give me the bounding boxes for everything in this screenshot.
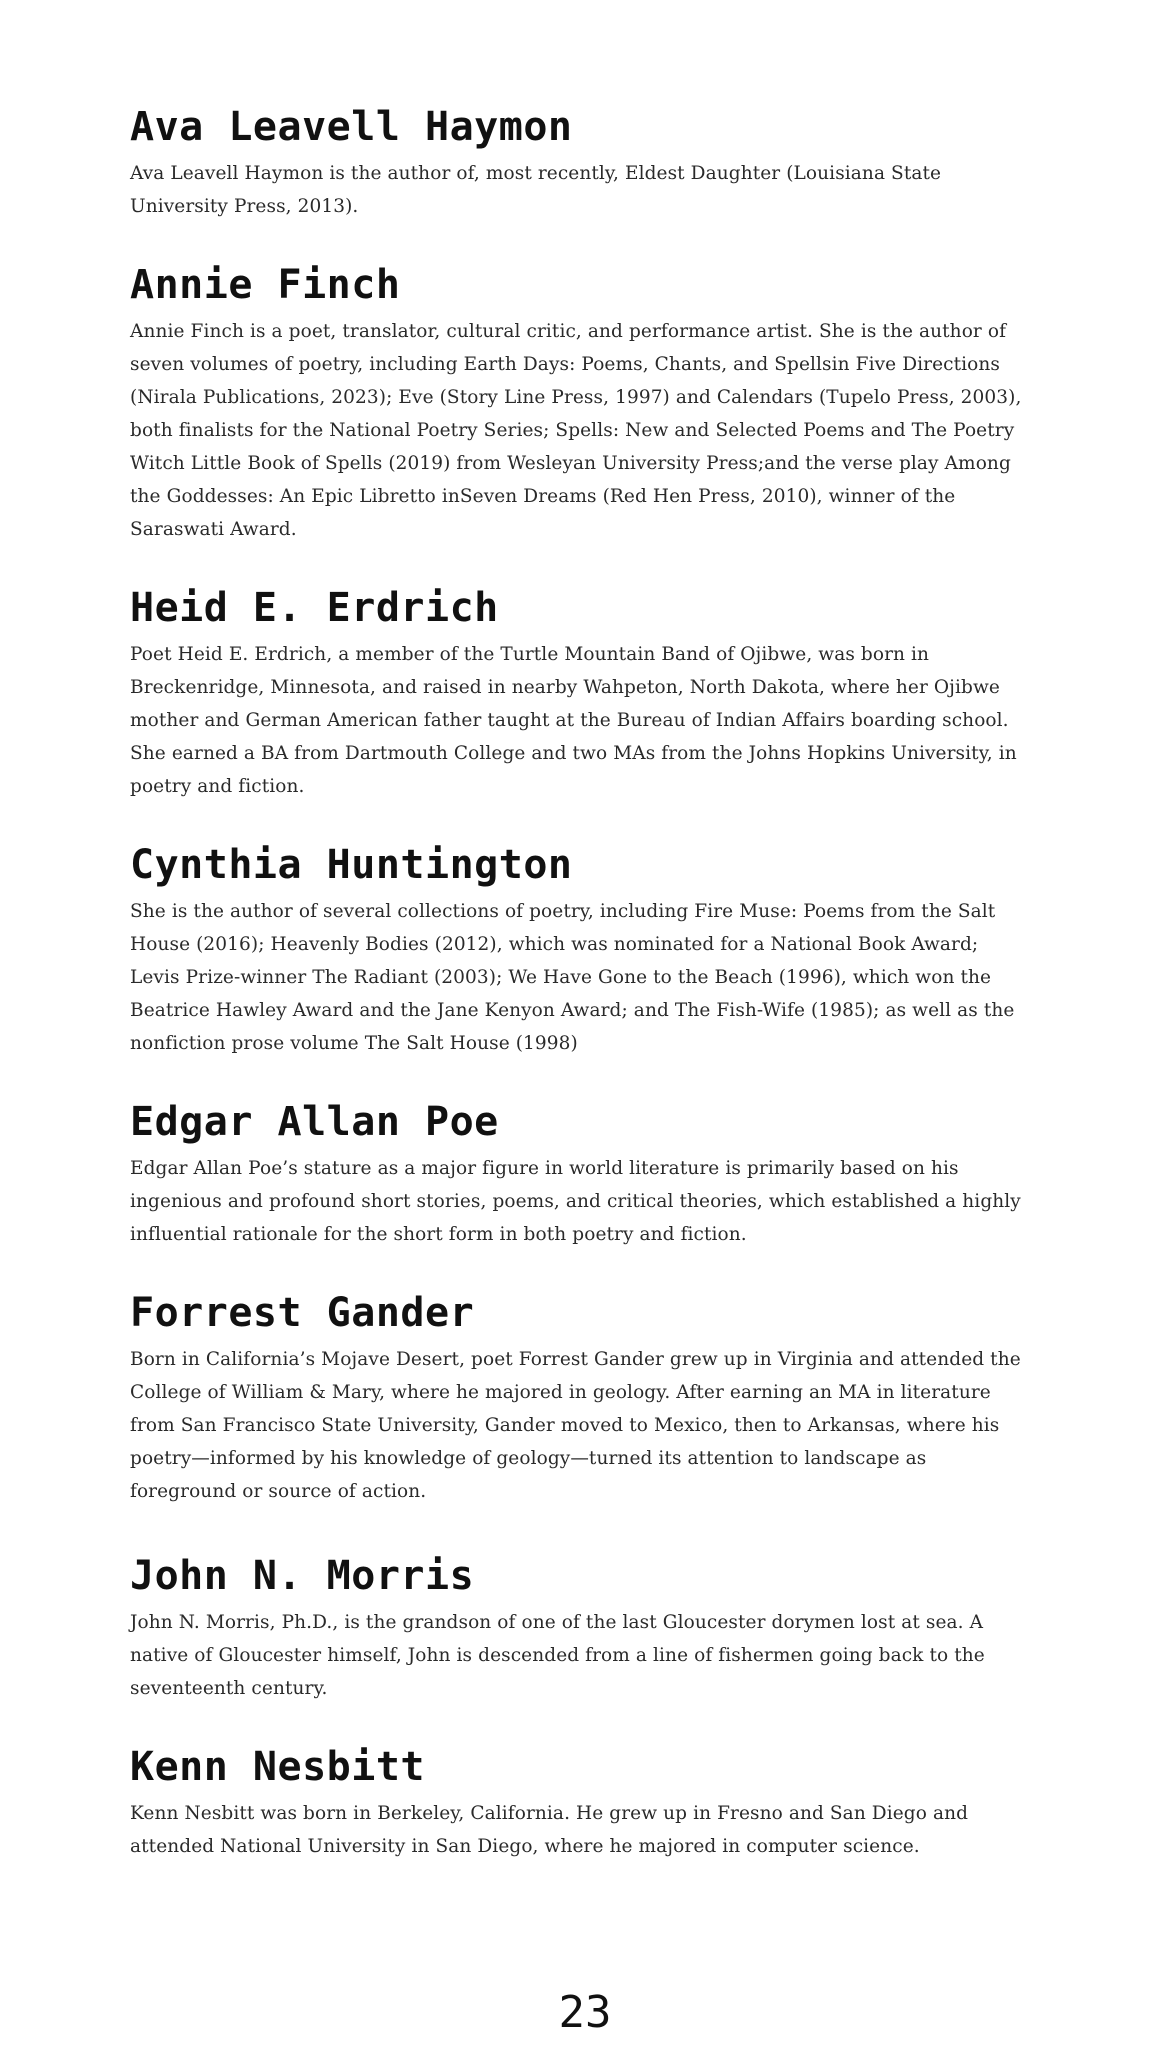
contributor-bio: Ava Leavell Haymon is the author of, most recently, Eldest Daughter (Louisiana State University Press, 2013). [130,163,942,217]
contributor-bio: She is the author of several collections of poetry, including Fire Muse: Poems from the Salt House (2016); Heavenly Bodies (2012), which was nominated for a National Book Award; Levis Prize-winner The Radiant (2003); We Have Gone to the Beach (1996), which won the Beatrice Hawley Award and the Jane Kenyon Award; and The Fish-Wife (1985); as well as the nonfiction prose volume The Salt House (1998) [130,901,1015,1054]
contributor-name: Edgar Allan Poe [130,1099,499,1145]
contributor-bio: Kenn Nesbitt was born in Berkeley, California. He grew up in Fresno and San Diego and attended National University in San Diego, where he majored in computer science. [130,1803,969,1857]
contributors-list [130,103,1030,1863]
contributor-entry-haymon [130,103,1030,223]
contributor-entry-nesbitt [130,1743,1030,1863]
contributor-name: Annie Finch [130,262,401,308]
contributor-name: Heid E. Erdrich [130,585,499,631]
contributor-entry-gander [130,1289,1030,1508]
contributor-entry-huntington [130,841,1030,1060]
contributor-name: Ava Leavell Haymon [130,104,573,150]
contributor-entry-morris [130,1552,1030,1705]
contributor-bio: John N. Morris, Ph.D., is the grandson of one of the last Gloucester dorymen lost at sea. A native of Gloucester himself, John is descended from a line of fishermen going back to the seventeenth century. [130,1612,985,1699]
contributor-bio: Poet Heid E. Erdrich, a member of the Turtle Mountain Band of Ojibwe, was born in Breckenridge, Minnesota, and raised in nearby Wahpeton, North Dakota, where her Ojibwe mother and German American father taught at the Bureau of Indian Affairs boarding school. She earned a BA from Dartmouth College and two MAs from the Johns Hopkins University, in poetry and fiction. [130,644,1017,797]
contributor-bio: Born in California’s Mojave Desert, poet Forrest Gander grew up in Virginia and attended the College of William & Mary, where he majored in geology. After earning an MA in literature from San Francisco State University, Gander moved to Mexico, then to Arkansas, where his poetry—informed by his knowledge of geology—turned its attention to landscape as foreground or source of action. [130,1349,1021,1502]
contributor-entry-finch [130,261,1030,546]
contributor-name: Forrest Gander [130,1290,475,1336]
contributor-bio: Annie Finch is a poet, translator, cultural critic, and performance artist. She is the author of seven volumes of poetry, including Earth Days: Poems, Chants, and Spellsin Five Directions (Nirala Publications, 2023); Eve (Story Line Press, 1997) and Calendars (Tupelo Press, 2003), both finalists for the National Poetry Series; Spells: New and Selected Poems and The Poetry Witch Little Book of Spells (2019) from Wesleyan University Press;and the verse play Among the Goddesses: An Epic Libretto inSeven Dreams (Red Hen Press, 2010), winner of the Saraswati Award. [130,321,1022,540]
contributor-name: Cynthia Huntington [130,842,573,888]
contributor-name: John N. Morris [130,1553,475,1599]
page-number: 23 [558,1987,612,2038]
contributor-bio: Edgar Allan Poe’s stature as a major figure in world literature is primarily based on his ingenious and profound short stories, poems, and critical theories, which established a highly influential rationale for the short form in both poetry and fiction. [130,1158,1021,1245]
contributor-entry-poe [130,1098,1030,1251]
contributor-name: Kenn Nesbitt [130,1744,425,1790]
contributor-entry-erdrich [130,584,1030,803]
